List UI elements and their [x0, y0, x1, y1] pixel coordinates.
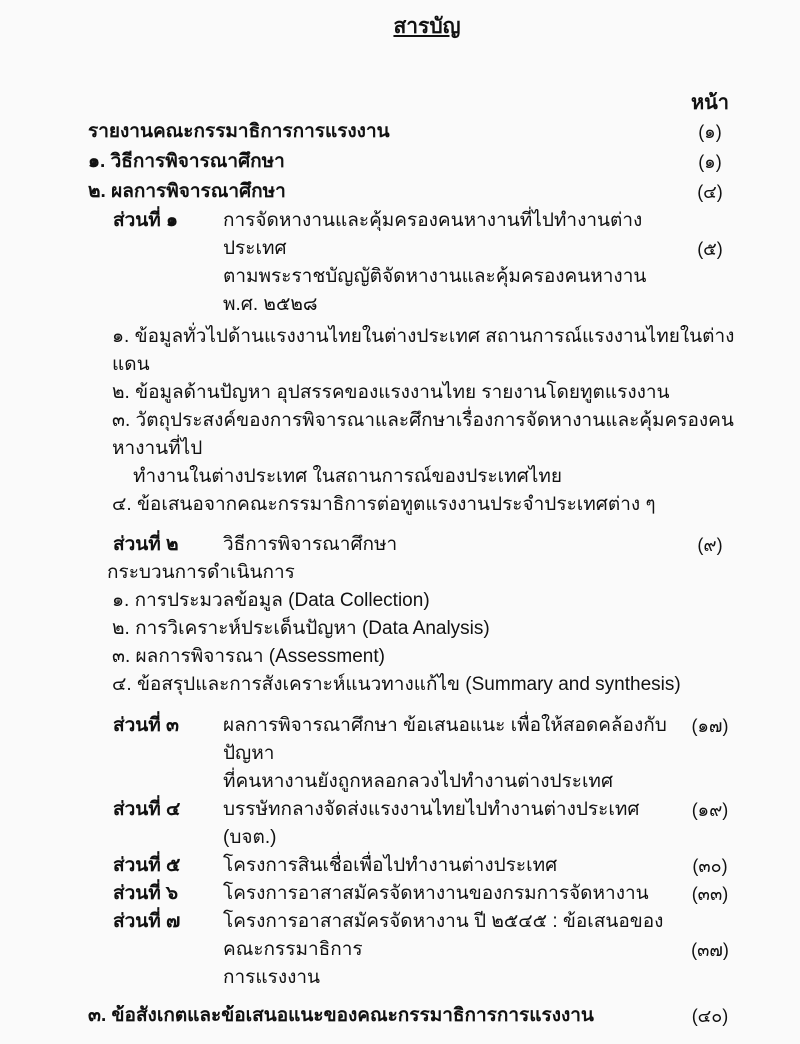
page-column-header: หน้า: [690, 92, 730, 114]
toc-entry-text: ๑. วิธีการพิจารณาศึกษา: [88, 151, 285, 172]
section-label: ส่วนที่ ๔: [113, 799, 181, 820]
toc-entry-page: (๓๐): [692, 856, 728, 876]
section-title-line-1: โครงการอาสาสมัครจัดหางาน ปี ๒๕๔๕ : ข้อเสนอของคณะกรรมาธิการ: [223, 911, 664, 960]
section-title-line-2: การแรงงาน: [223, 967, 321, 988]
toc-section-7: [0, 908, 745, 992]
subitem-text-line-2: ทำงานในต่างประเทศ ในสถานการณ์ของประเทศไทย: [133, 466, 562, 487]
toc-subitem: [0, 379, 745, 407]
section-label: ส่วนที่ ๕: [113, 855, 181, 876]
section-label: ส่วนที่ ๗: [113, 911, 181, 932]
subitem-text: ๔. ข้อเสนอจากคณะกรรมาธิการต่อทูตแรงงานประจำประเทศต่าง ๆ: [112, 494, 656, 515]
toc-section-2: [0, 531, 745, 559]
toc-subitem: [0, 671, 745, 699]
toc-entry-page: (๙): [697, 535, 723, 555]
toc-section-3: [0, 712, 745, 796]
section-title: [223, 908, 675, 992]
toc-subitem: [0, 587, 745, 615]
section-title: วิธีการพิจารณาศึกษา: [223, 534, 398, 555]
subitem-text: ๑. ข้อมูลทั่วไปด้านแรงงานไทยในต่างประเทศ สถานการณ์แรงงานไทยในต่างแดน: [112, 326, 735, 375]
toc-subitem: [0, 407, 745, 491]
toc-entry-page: (๔): [697, 182, 723, 202]
section-label: ส่วนที่ ๒: [113, 534, 179, 555]
section-title: [223, 712, 675, 796]
page-title: สารบัญ: [393, 15, 461, 38]
toc-entry-text: รายงานคณะกรรมาธิการการแรงงาน: [88, 121, 390, 142]
section-title: บรรษัทกลางจัดส่งแรงงานไทยไปทำงานต่างประเทศ (บจต.): [223, 799, 640, 848]
toc-section-6: [0, 880, 745, 908]
section-title: โครงการอาสาสมัครจัดหางานของกรมการจัดหางาน: [223, 883, 649, 904]
subitem-text: ๒. ข้อมูลด้านปัญหา อุปสรรคของแรงงานไทย รายงานโดยทูตแรงงาน: [112, 382, 670, 403]
section-title-line-2: ตามพระราชบัญญัติจัดหางานและคุ้มครองคนหางาน พ.ศ. ๒๕๒๘: [223, 266, 647, 315]
section-label: ส่วนที่ ๓: [113, 715, 180, 736]
toc-entry-page: (๔๐): [691, 1006, 729, 1026]
section-title: โครงการสินเชื่อเพื่อไปทำงานต่างประเทศ: [223, 855, 558, 876]
toc-entry-page: (๑): [698, 152, 722, 172]
toc-section-5: [0, 852, 745, 880]
toc-section-4: [0, 796, 745, 852]
toc-entry-page: (๓๗): [691, 940, 729, 960]
subitem-text-line-1: ๓. วัตถุประสงค์ของการพิจารณาและศึกษาเรื่องการจัดหางานและคุ้มครองคนหางานที่ไป: [112, 410, 734, 459]
section-title-line-1: การจัดหางานและคุ้มครองคนหางานที่ไปทำงานต่างประเทศ: [223, 210, 643, 259]
toc-entry-page: (๕): [697, 239, 723, 259]
toc-entry-text: ๓. ข้อสังเกตและข้อเสนอแนะของคณะกรรมาธิการการแรงงาน: [88, 1005, 594, 1026]
section-title: [223, 207, 675, 319]
toc-subitem: [0, 615, 745, 643]
table-of-contents: [0, 89, 800, 1031]
toc-entry-1: [0, 147, 745, 177]
toc-entry-2: [0, 177, 745, 207]
toc-entry-page: (๑): [698, 122, 722, 142]
process-label: กระบวนการดำเนินการ: [107, 562, 295, 583]
section-label: ส่วนที่ ๑: [113, 210, 179, 231]
toc-subitem: [0, 643, 745, 671]
subitem-text: [112, 407, 745, 491]
toc-subitem: [0, 323, 745, 379]
subitem-text: ๑. การประมวลข้อมูล (Data Collection): [112, 590, 430, 611]
subitem-text: ๒. การวิเคราะห์ประเด็นปัญหา (Data Analysis): [112, 618, 490, 639]
subitem-text: ๓. ผลการพิจารณา (Assessment): [112, 646, 385, 667]
page-column-header-row: [0, 89, 745, 117]
subitem-text: ๔. ข้อสรุปและการสังเคราะห์แนวทางแก้ไข (Summary and synthesis): [112, 674, 681, 695]
toc-entry-report: [0, 117, 745, 147]
toc-entry-page: (๑๙): [691, 800, 729, 820]
toc-entry-3: [0, 1001, 745, 1031]
toc-section-1: [0, 207, 745, 319]
toc-subitem: [0, 491, 745, 519]
toc-entry-page: (๓๓): [691, 884, 729, 904]
section-title-line-2: ที่คนหางานยังถูกหลอกลวงไปทำงานต่างประเทศ: [223, 771, 614, 792]
process-label-row: [0, 559, 745, 587]
toc-entry-text: ๒. ผลการพิจารณาศึกษา: [88, 181, 286, 202]
toc-entry-page: (๑๗): [691, 716, 729, 736]
section-title-line-1: ผลการพิจารณาศึกษา ข้อเสนอแนะ เพื่อให้สอดคล้องกับปัญหา: [223, 715, 667, 764]
section-label: ส่วนที่ ๖: [113, 883, 179, 904]
